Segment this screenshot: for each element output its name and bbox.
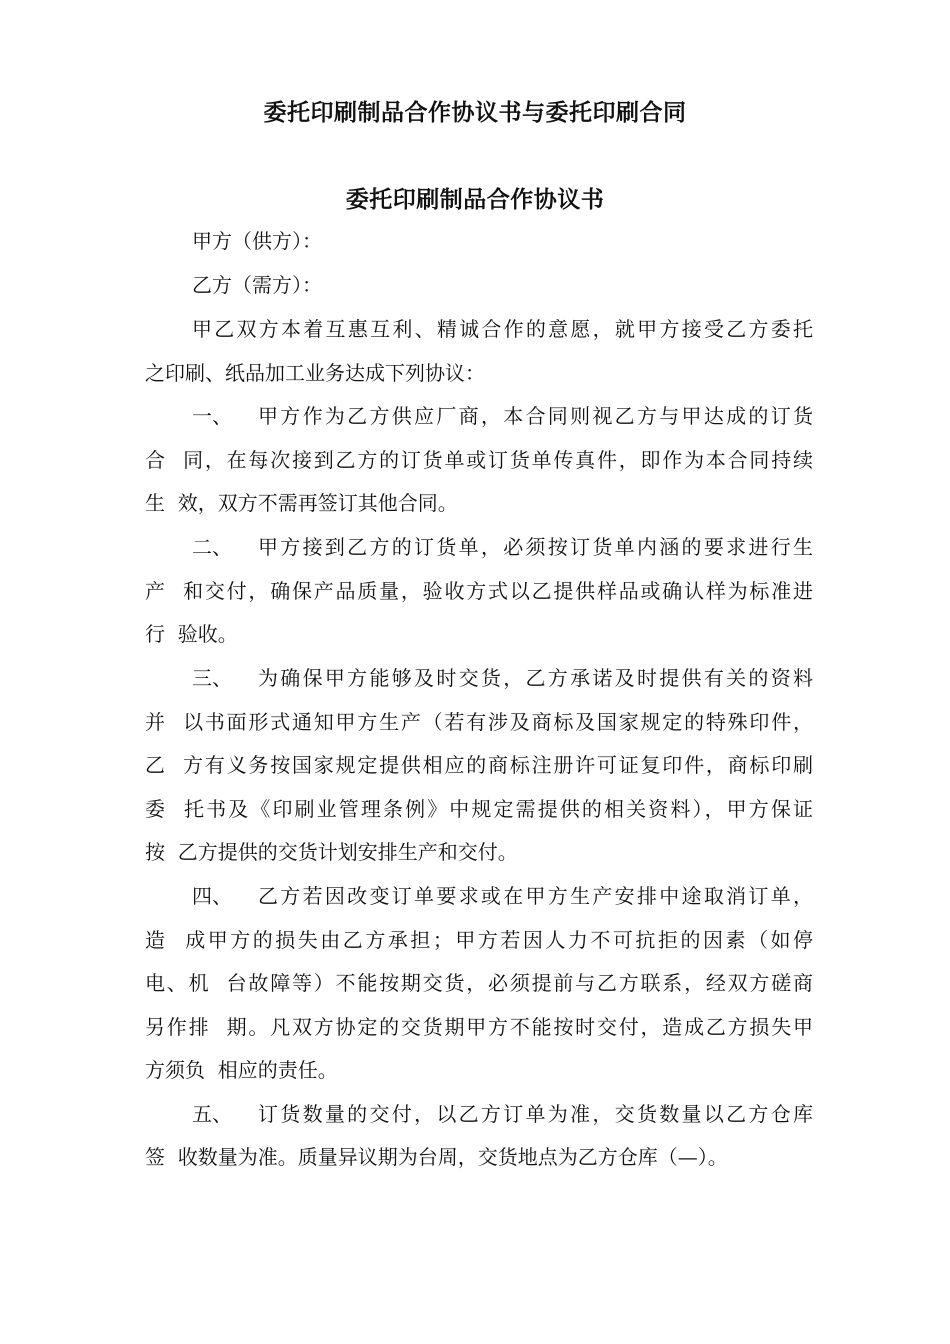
clause-line: 另作排 期。凡双方协定的交货期甲方不能按时交付，造成乙方损失甲 <box>145 1015 813 1039</box>
intro-line: 甲乙双方本着互惠互利、精诚合作的意愿，就甲方接受乙方委托 <box>192 317 813 341</box>
clause-line: 委 托书及《印刷业管理条例》中规定需提供的相关资料），甲方保证 <box>145 797 813 821</box>
clause-line: 订货数量的交付，以乙方订单为准，交货数量以乙方仓库 <box>258 1102 813 1126</box>
clause-line: 电、机 台故障等）不能按期交货，必须提前与乙方联系，经双方磋商 <box>145 971 813 995</box>
party-a-label: 甲方（供方）： <box>192 229 322 253</box>
clause-line: 甲方接到乙方的订货单，必须按订货单内涵的要求进行生 <box>258 535 813 559</box>
clause-line: 方须负 相应的责任。 <box>145 1058 338 1082</box>
clause-line: 并 以书面形式通知甲方生产（若有涉及商标及国家规定的特殊印件， <box>145 710 813 734</box>
clause-line: 签 收数量为准。质量异议期为台周，交货地点为乙方仓库（—）。 <box>145 1145 728 1169</box>
clause-line: 按 乙方提供的交货计划安排生产和交付。 <box>145 840 518 864</box>
clause-line: 甲方作为乙方供应厂商，本合同则视乙方与甲达成的订货 <box>258 404 813 428</box>
main-title: 委托印刷制品合作协议书与委托印刷合同 <box>263 100 687 126</box>
party-b-label: 乙方（需方）： <box>192 273 322 297</box>
clause-line: 产 和交付，确保产品质量，验收方式以乙提供样品或确认样为标准进 <box>145 579 813 603</box>
clause-number: 一、 <box>192 404 232 428</box>
intro-line: 之印刷、纸品加工业务达成下列协议： <box>145 361 485 385</box>
clause-line: 为确保甲方能够及时交货，乙方承诺及时提供有关的资料 <box>258 666 813 690</box>
clause-line: 行 验收。 <box>145 622 238 646</box>
clause-number: 三、 <box>192 666 232 690</box>
sub-title: 委托印刷制品合作协议书 <box>345 187 605 213</box>
clause-line: 生 效，双方不需再签订其他合同。 <box>145 491 458 515</box>
clause-line: 乙 方有义务按国家规定提供相应的商标注册许可证复印件，商标印刷 <box>145 753 813 777</box>
clause-line: 合 同，在每次接到乙方的订货单或订货单传真件，即作为本合同持续 <box>145 448 813 472</box>
clause-line: 造 成甲方的损失由乙方承担；甲方若因人力不可抗拒的因素（如停 <box>145 928 813 952</box>
clause-number: 四、 <box>192 884 232 908</box>
clause-line: 乙方若因改变订单要求或在甲方生产安排中途取消订单， <box>258 884 813 908</box>
clause-number: 五、 <box>192 1102 232 1126</box>
clause-number: 二、 <box>192 535 232 559</box>
